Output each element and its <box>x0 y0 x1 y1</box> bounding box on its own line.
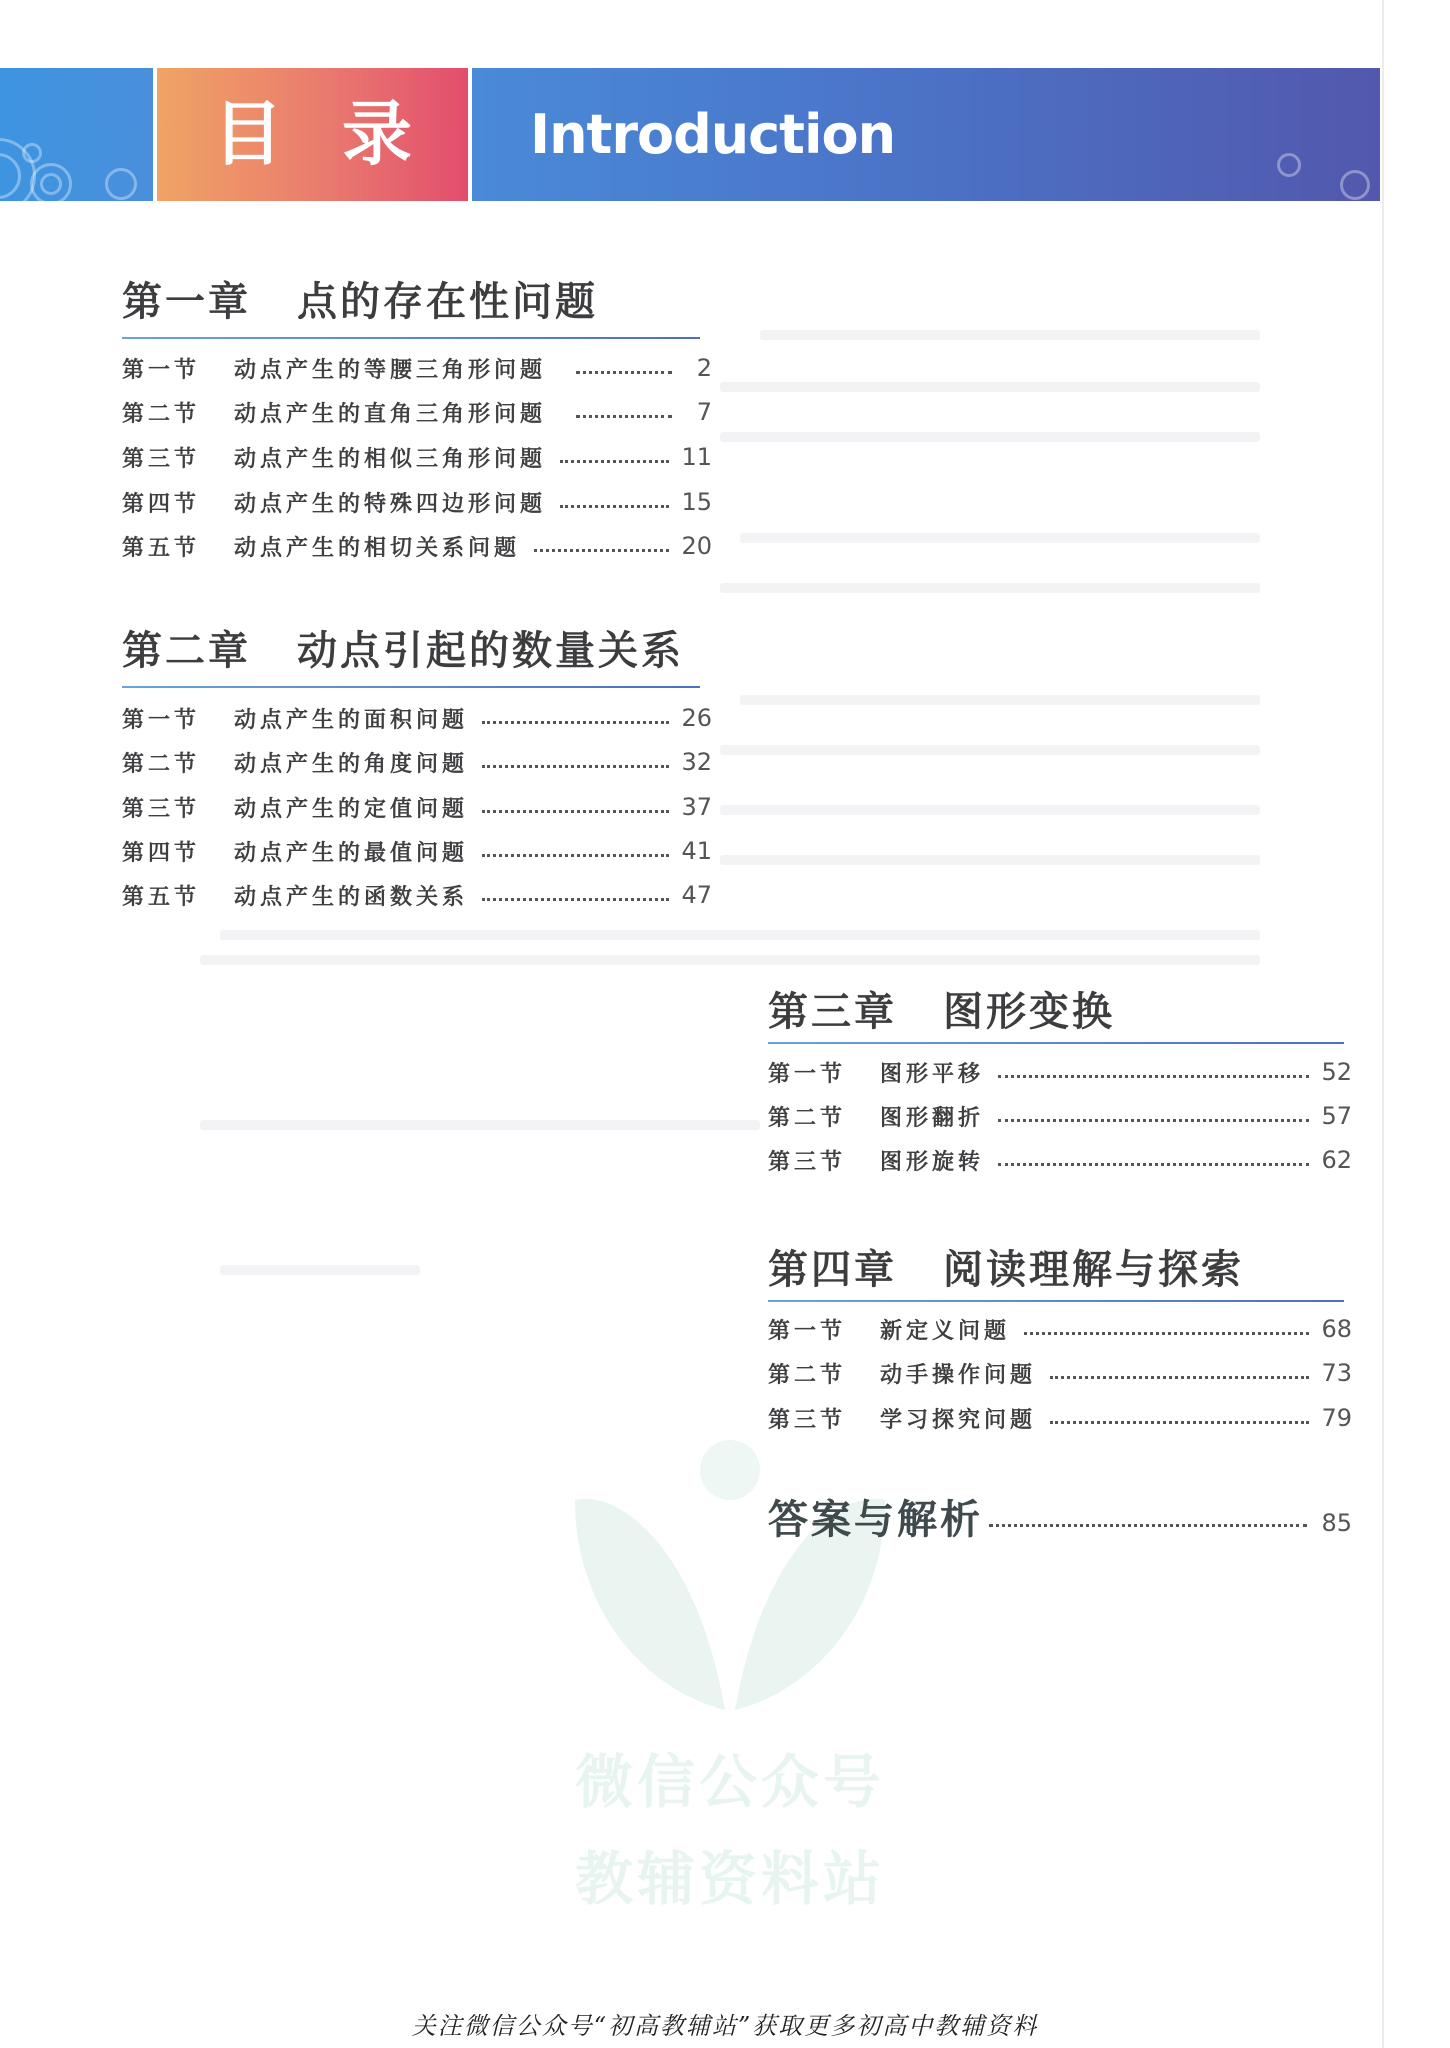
dot-leader <box>534 549 669 552</box>
dot-leader <box>482 810 669 813</box>
section-title: 动点产生的等腰三角形问题 <box>234 357 547 383</box>
decorative-ring-icon <box>40 173 62 195</box>
decorative-ring-icon <box>22 143 42 163</box>
page-number: 26 <box>681 704 712 732</box>
chapter-2 <box>122 619 684 676</box>
chapter-1 <box>122 270 598 327</box>
section-title: 动点产生的面积问题 <box>234 707 469 733</box>
section-label: 第二节 <box>122 401 201 427</box>
chapter-4-heading[interactable] <box>768 1238 1244 1295</box>
dot-leader <box>1050 1376 1309 1379</box>
page-number: 57 <box>1321 1102 1352 1130</box>
toc-entry[interactable] <box>122 703 712 733</box>
chapter-number: 第二章 <box>122 628 251 674</box>
page-number: 79 <box>1321 1404 1352 1432</box>
section-title: 图形旋转 <box>880 1149 985 1175</box>
page-number: 52 <box>1321 1058 1352 1086</box>
section-label: 第五节 <box>122 884 201 910</box>
section-title: 动点产生的定值问题 <box>234 796 469 822</box>
dot-leader <box>998 1119 1309 1122</box>
toc-entry[interactable] <box>768 1145 1352 1175</box>
dot-leader <box>576 415 672 418</box>
banner-left-block <box>0 68 153 201</box>
watermark-line-1: 微信公众号 <box>574 1748 885 1816</box>
section-title: 动点产生的最值问题 <box>234 840 469 866</box>
section-label: 第三节 <box>122 796 201 822</box>
bleed-through-text <box>720 382 1260 392</box>
section-title: 新定义问题 <box>880 1318 1011 1344</box>
bleed-through-text <box>740 533 1260 543</box>
section-label: 第四节 <box>122 491 201 517</box>
chapter-title: 点的存在性问题 <box>297 279 598 325</box>
section-title: 图形平移 <box>880 1061 985 1087</box>
banner-subtitle: Introduction <box>530 103 896 166</box>
decorative-ring-icon <box>105 168 137 200</box>
section-label: 第一节 <box>768 1318 847 1344</box>
section-label: 第一节 <box>122 357 201 383</box>
section-label: 第一节 <box>122 707 201 733</box>
dot-leader <box>1050 1421 1309 1424</box>
bleed-through-text <box>720 432 1260 442</box>
section-title: 动手操作问题 <box>880 1362 1037 1388</box>
bleed-through-text <box>200 955 1260 965</box>
bleed-through-text <box>720 583 1260 593</box>
toc-entry[interactable] <box>122 747 712 777</box>
dot-leader <box>482 721 669 724</box>
bleed-through-text <box>760 330 1260 340</box>
bleed-through-text <box>720 805 1260 815</box>
page-number: 37 <box>681 793 712 821</box>
section-title: 动点产生的特殊四边形问题 <box>234 491 547 517</box>
page-edge-line <box>1382 0 1384 2048</box>
toc-entry[interactable] <box>122 836 712 866</box>
section-title: 图形翻折 <box>880 1105 985 1131</box>
section-label: 第二节 <box>122 751 201 777</box>
chapter-title: 动点引起的数量关系 <box>297 628 684 674</box>
chapter-2-heading[interactable] <box>122 619 684 676</box>
page-number: 47 <box>681 881 712 909</box>
decorative-ring-icon <box>1277 153 1301 177</box>
section-title: 动点产生的相切关系问题 <box>234 535 521 561</box>
bleed-through-text <box>720 745 1260 755</box>
toc-entry[interactable] <box>122 442 712 472</box>
dot-leader <box>482 765 669 768</box>
page-number: 15 <box>681 488 712 516</box>
page-number: 68 <box>1321 1315 1352 1343</box>
banner-title-block <box>157 68 468 201</box>
page-number: 32 <box>681 748 712 776</box>
chapter-title: 图形变换 <box>943 989 1115 1035</box>
dot-leader <box>576 371 672 374</box>
chapter-4 <box>768 1238 1244 1295</box>
section-label: 第三节 <box>122 446 201 472</box>
dot-leader <box>998 1075 1309 1078</box>
chapter-3-rule <box>768 1042 1344 1044</box>
chapter-2-rule <box>122 686 700 688</box>
page-number: 73 <box>1321 1359 1352 1387</box>
section-title: 动点产生的相似三角形问题 <box>234 446 547 472</box>
section-title: 学习探究问题 <box>880 1407 1037 1433</box>
toc-entry[interactable] <box>122 792 712 822</box>
section-label: 第三节 <box>768 1149 847 1175</box>
dot-leader <box>1024 1332 1309 1335</box>
toc-entry[interactable] <box>122 880 712 910</box>
bleed-through-text <box>220 1265 420 1275</box>
dot-leader <box>989 1524 1307 1527</box>
toc-entry[interactable] <box>768 1403 1352 1433</box>
chapter-number: 第三章 <box>768 989 897 1035</box>
toc-entry[interactable] <box>768 1057 1352 1087</box>
dot-leader <box>482 854 669 857</box>
toc-entry[interactable] <box>122 397 712 427</box>
section-label: 第三节 <box>768 1407 847 1433</box>
watermark-line-2: 教辅资料站 <box>574 1845 885 1913</box>
bleed-through-text <box>200 1120 760 1130</box>
page-number: 7 <box>696 398 712 426</box>
chapter-number: 第四章 <box>768 1247 897 1293</box>
decorative-ring-icon <box>1340 170 1370 200</box>
page-number: 20 <box>681 532 712 560</box>
chapter-1-rule <box>122 337 700 339</box>
toc-entry[interactable] <box>122 487 712 517</box>
section-title: 动点产生的直角三角形问题 <box>234 401 547 427</box>
section-label: 第二节 <box>768 1105 847 1131</box>
section-label: 第五节 <box>122 535 201 561</box>
toc-entry[interactable] <box>122 353 712 383</box>
footer-note: 关注微信公众号“初高教辅站”获取更多初高中教辅资料 <box>411 2012 1039 2040</box>
chapter-1-heading[interactable] <box>122 270 598 327</box>
section-label: 第四节 <box>122 840 201 866</box>
chapter-4-rule <box>768 1300 1344 1302</box>
chapter-3 <box>768 980 1115 1037</box>
chapter-3-heading[interactable] <box>768 980 1115 1037</box>
answers-entry[interactable] <box>768 1488 1352 1545</box>
toc-entry[interactable] <box>768 1314 1352 1344</box>
page-number: 2 <box>696 354 712 382</box>
section-label: 第二节 <box>768 1362 847 1388</box>
page-number: 41 <box>681 837 712 865</box>
banner-title-char-2: 录 <box>342 93 412 175</box>
answers-title: 答案与解析 <box>768 1488 983 1545</box>
bleed-through-text <box>720 855 1260 865</box>
toc-entry[interactable] <box>768 1358 1352 1388</box>
page-number: 62 <box>1321 1146 1352 1174</box>
watermark-leaf-logo-icon <box>555 1440 905 1720</box>
bleed-through-text <box>220 930 1260 940</box>
toc-entry[interactable] <box>122 531 712 561</box>
section-title: 动点产生的函数关系 <box>234 884 469 910</box>
page-number: 85 <box>1321 1508 1352 1537</box>
chapter-title: 阅读理解与探索 <box>943 1247 1244 1293</box>
dot-leader <box>482 898 669 901</box>
dot-leader <box>998 1163 1309 1166</box>
dot-leader <box>560 460 669 463</box>
page-number: 11 <box>681 443 712 471</box>
bleed-through-text <box>740 695 1260 705</box>
banner-title-char-1: 目 <box>213 93 283 175</box>
toc-entry[interactable] <box>768 1101 1352 1131</box>
dot-leader <box>560 505 669 508</box>
chapter-number: 第一章 <box>122 279 251 325</box>
section-label: 第一节 <box>768 1061 847 1087</box>
section-title: 动点产生的角度问题 <box>234 751 469 777</box>
